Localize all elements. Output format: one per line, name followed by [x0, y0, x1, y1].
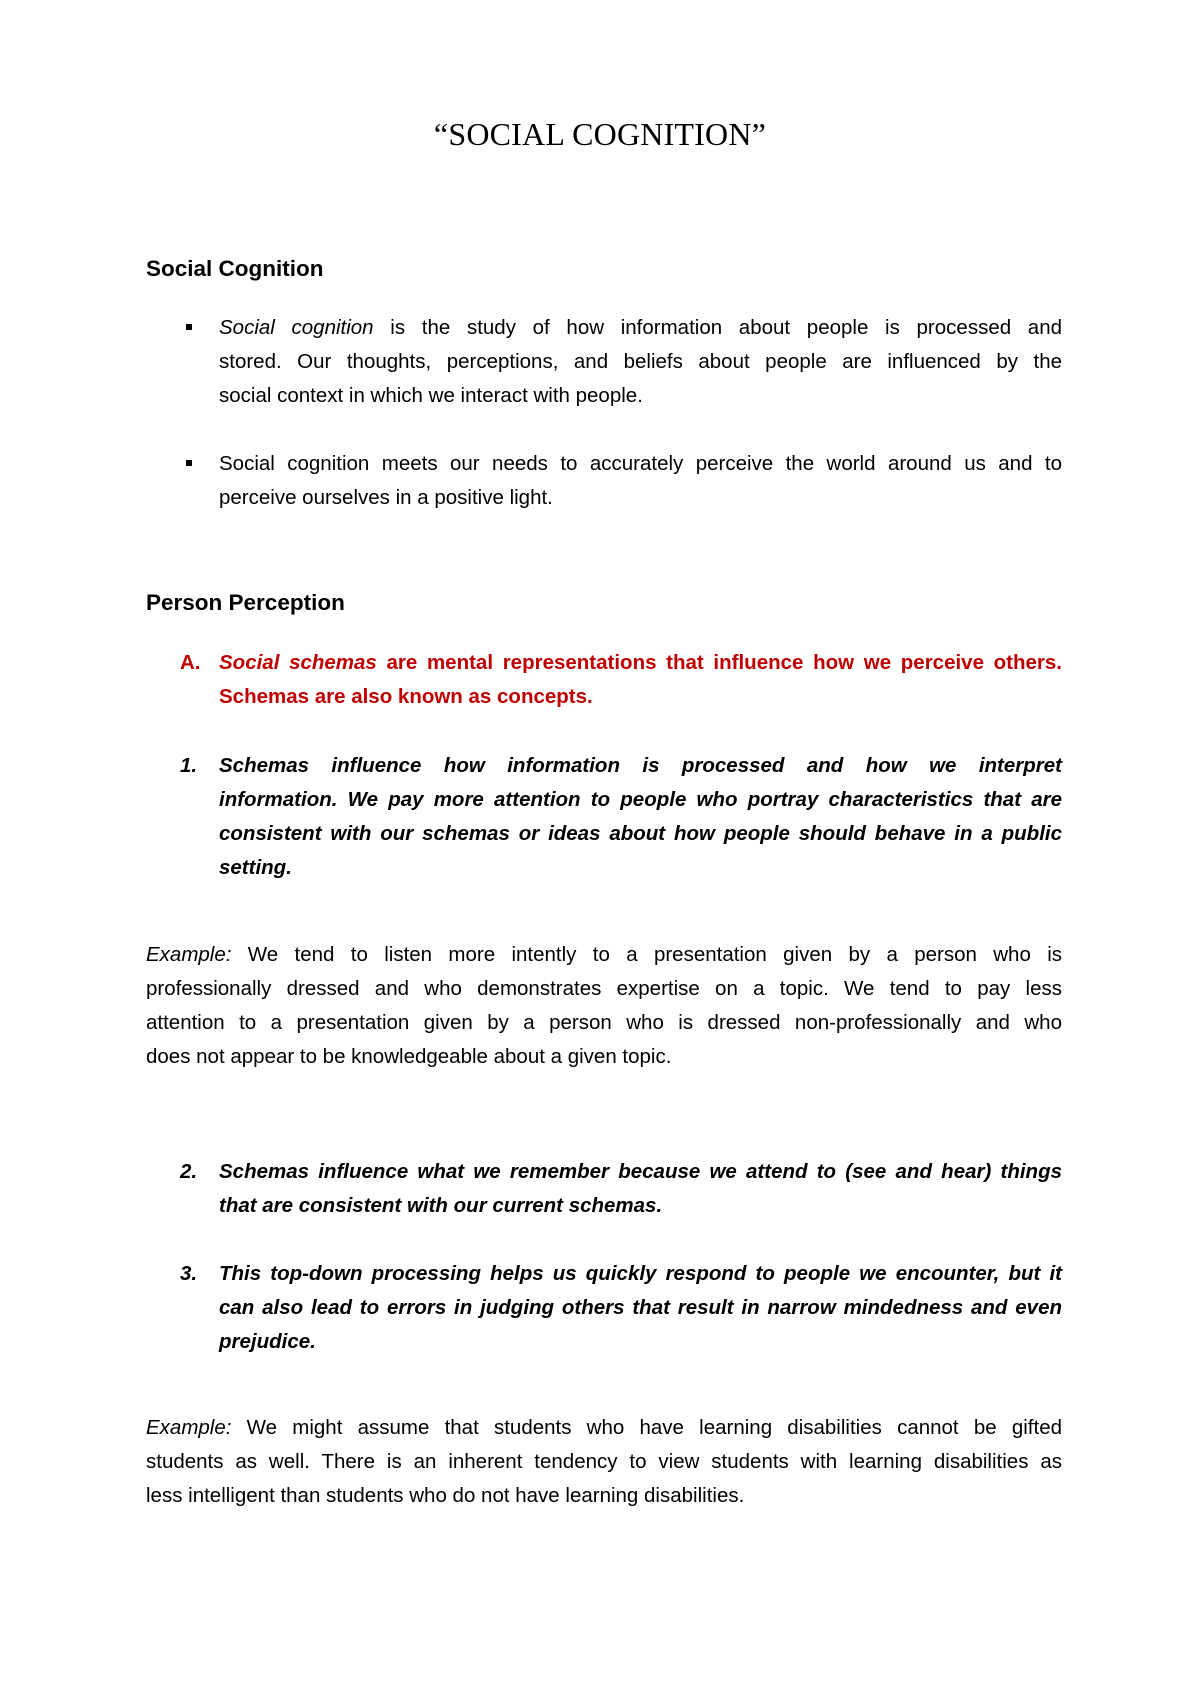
- section-heading-social-cognition: Social Cognition: [146, 256, 324, 281]
- example-2-line-2: students as well. There is an inherent tendency to view students with learning disabilities as: [146, 1450, 1062, 1473]
- example-1-line-3: attention to a presentation given by a person who is dressed non-professionally and who: [146, 1011, 1062, 1034]
- bullet-1-line-2: stored. Our thoughts, perceptions, and beliefs about people are influenced by the: [219, 350, 1062, 373]
- bullet-paragraph-2: [219, 447, 1062, 515]
- example-2-line-3: less intelligent than students who do not have learning disabilities.: [146, 1484, 745, 1507]
- item-1-marker: 1.: [180, 754, 198, 777]
- example-paragraph-1: [146, 938, 1062, 1074]
- bullet-icon: [186, 324, 192, 330]
- example-2-label: Example:: [146, 1416, 232, 1439]
- page-title: “SOCIAL COGNITION”: [433, 116, 767, 152]
- bullet-1-line-1: [219, 311, 1062, 345]
- bullet-1-text: is the study of how information about people is processed and: [373, 316, 1063, 339]
- bullet-1-line-3: social context in which we interact with people.: [219, 384, 643, 407]
- item-1-line-1: Schemas influence how information is processed and how we interpret: [219, 754, 1062, 777]
- item-a-line-2: Schemas are also known as concepts.: [219, 685, 593, 708]
- item-a-line-1: [219, 646, 1062, 680]
- item-2-line-1: Schemas influence what we remember because we attend to (see and hear) things: [219, 1160, 1062, 1183]
- item-a-lead: Social schemas: [219, 651, 377, 674]
- bullet-1-lead: Social cognition: [219, 316, 374, 339]
- example-2-line-1: [146, 1411, 1062, 1445]
- item-a-marker: A.: [180, 651, 201, 674]
- bullet-icon: [186, 460, 192, 466]
- example-1-line-4: does not appear to be knowledgeable about a given topic.: [146, 1045, 672, 1068]
- item-1-line-2: information. We pay more attention to people who portray characteristics that are: [219, 788, 1062, 811]
- item-3-line-3: prejudice.: [219, 1330, 316, 1353]
- example-1-text: We tend to listen more intently to a presentation given by a person who is: [231, 943, 1062, 966]
- item-2-marker: 2.: [180, 1160, 198, 1183]
- item-a-text: are mental representations that influence how we perceive others.: [376, 651, 1062, 674]
- item-3-paragraph: [219, 1257, 1062, 1359]
- item-2-line-2: that are consistent with our current schemas.: [219, 1194, 663, 1217]
- item-3-marker: 3.: [180, 1262, 198, 1285]
- example-paragraph-2: [146, 1411, 1062, 1513]
- item-3-line-1: This top-down processing helps us quickly respond to people we encounter, but it: [219, 1262, 1062, 1285]
- item-2-paragraph: [219, 1155, 1062, 1223]
- bullet-paragraph-1: [219, 311, 1062, 413]
- item-3-line-2: can also lead to errors in judging others that result in narrow mindedness and even: [219, 1296, 1062, 1319]
- item-a-paragraph: [219, 646, 1062, 714]
- item-1-line-4: setting.: [219, 856, 292, 879]
- section-heading-person-perception: Person Perception: [146, 590, 345, 615]
- example-1-label: Example:: [146, 943, 232, 966]
- example-2-text: We might assume that students who have learning disabilities cannot be gifted: [231, 1416, 1062, 1439]
- item-1-paragraph: [219, 749, 1062, 885]
- bullet-2-line-1: Social cognition meets our needs to accurately perceive the world around us and to: [219, 452, 1062, 475]
- example-1-line-1: [146, 938, 1062, 972]
- bullet-2-line-2: perceive ourselves in a positive light.: [219, 486, 553, 509]
- item-1-line-3: consistent with our schemas or ideas about how people should behave in a public: [219, 822, 1062, 845]
- example-1-line-2: professionally dressed and who demonstrates expertise on a topic. We tend to pay less: [146, 977, 1062, 1000]
